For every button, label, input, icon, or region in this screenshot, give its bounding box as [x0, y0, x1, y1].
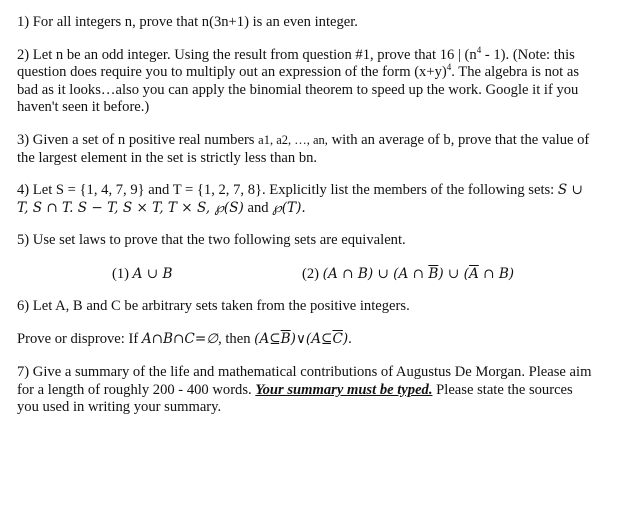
set-2-complement-a: $\overline{A}$	[468, 265, 479, 282]
set-1-expression: A ∪ B	[132, 265, 173, 282]
question-2-text-part1: 2) Let n be an odd integer. Using the result from question #1, prove that 16 | (n	[17, 46, 477, 63]
question-1-text: 1) For all integers n, prove that n(3n+1) is an even integer.	[17, 14, 358, 30]
conclusion-part-e: )	[342, 330, 349, 347]
question-2-text-part2: - 1). (Note: this question does require you to multiply out an expression of the form (x+y)	[17, 46, 575, 81]
conclusion-complement-b: $\overline{B}$	[280, 330, 291, 347]
question-4-text-part1: 4) Let S = {1, 4, 7, 9} and T = {1, 2, 7, 8}. Explicitly list the members of the following sets:	[17, 182, 558, 199]
question-6-statement	[17, 331, 597, 349]
conclusion-expression	[254, 331, 348, 347]
set-2-expression	[323, 266, 514, 282]
question-4	[17, 182, 597, 217]
question-7-text-part2: Please state the sources you used in writing your summary.	[17, 381, 573, 416]
question-7-text-part1: 7) Give a summary of the life and mathematical contributions of Augustus De Morgan. Please aim for a length of roughly 200 - 400 words.	[17, 364, 592, 398]
question-5-set-1	[112, 266, 173, 284]
conclusion-part-c: )∨(A⊆	[290, 330, 333, 347]
question-2-exponent-2: 4	[446, 62, 452, 73]
question-6-text: 6) Let A, B and C be arbitrary sets taken from the positive integers.	[17, 297, 410, 314]
question-2-text-part3: . The algebra is not as bad as it looks…also you can apply the binomial theorem to speed up the work. Google it if you haven't seen it before.)	[17, 64, 580, 116]
set-2-expr-part-b: ) ∪ (	[438, 265, 469, 282]
set-2-label: (2)	[302, 265, 323, 282]
question-1	[17, 14, 597, 32]
then-word: , then	[218, 330, 255, 347]
question-7-emphasis: Your summary must be typed.	[255, 381, 433, 398]
question-4-last-set: ℘(T).	[272, 199, 306, 216]
question-5-set-2	[302, 266, 514, 284]
assignment-document	[17, 14, 597, 417]
question-2	[17, 44, 597, 117]
question-5-sets	[17, 264, 597, 286]
question-4-set-list: S ∪ T, S ∩ T. S − T, S × T, T × S, ℘(S)	[17, 182, 583, 216]
conclusion-part-a: (A⊆	[254, 330, 281, 347]
question-3-text-part2: with an average of b, prove that the value of the largest element in the set is strictly less than bn.	[17, 131, 590, 166]
question-7	[17, 364, 597, 417]
hypothesis-expression: A∩B∩C=∅	[141, 330, 219, 347]
question-5	[17, 232, 597, 250]
statement-period: .	[348, 330, 352, 347]
prove-label: Prove or disprove: If	[17, 330, 142, 347]
set-2-expr-part-c: ∩ B)	[478, 265, 515, 282]
set-1-label: (1)	[112, 265, 133, 282]
question-4-and: and	[243, 199, 273, 216]
question-3	[17, 132, 597, 167]
set-2-expr-part-a: (A ∩ B) ∪ (A ∩	[322, 265, 429, 282]
question-3-text-part1: 3) Given a set of n positive real numbers	[17, 131, 259, 148]
question-5-text: 5) Use set laws to prove that the two following sets are equivalent.	[17, 232, 406, 249]
question-6	[17, 298, 597, 316]
question-2-exponent-1: 4	[476, 44, 482, 55]
set-2-complement-b: $\overline{B}$	[428, 265, 439, 282]
question-3-sequence: a1, a2, …, an,	[258, 132, 328, 147]
conclusion-complement-c: $\overline{C}$	[332, 330, 343, 347]
